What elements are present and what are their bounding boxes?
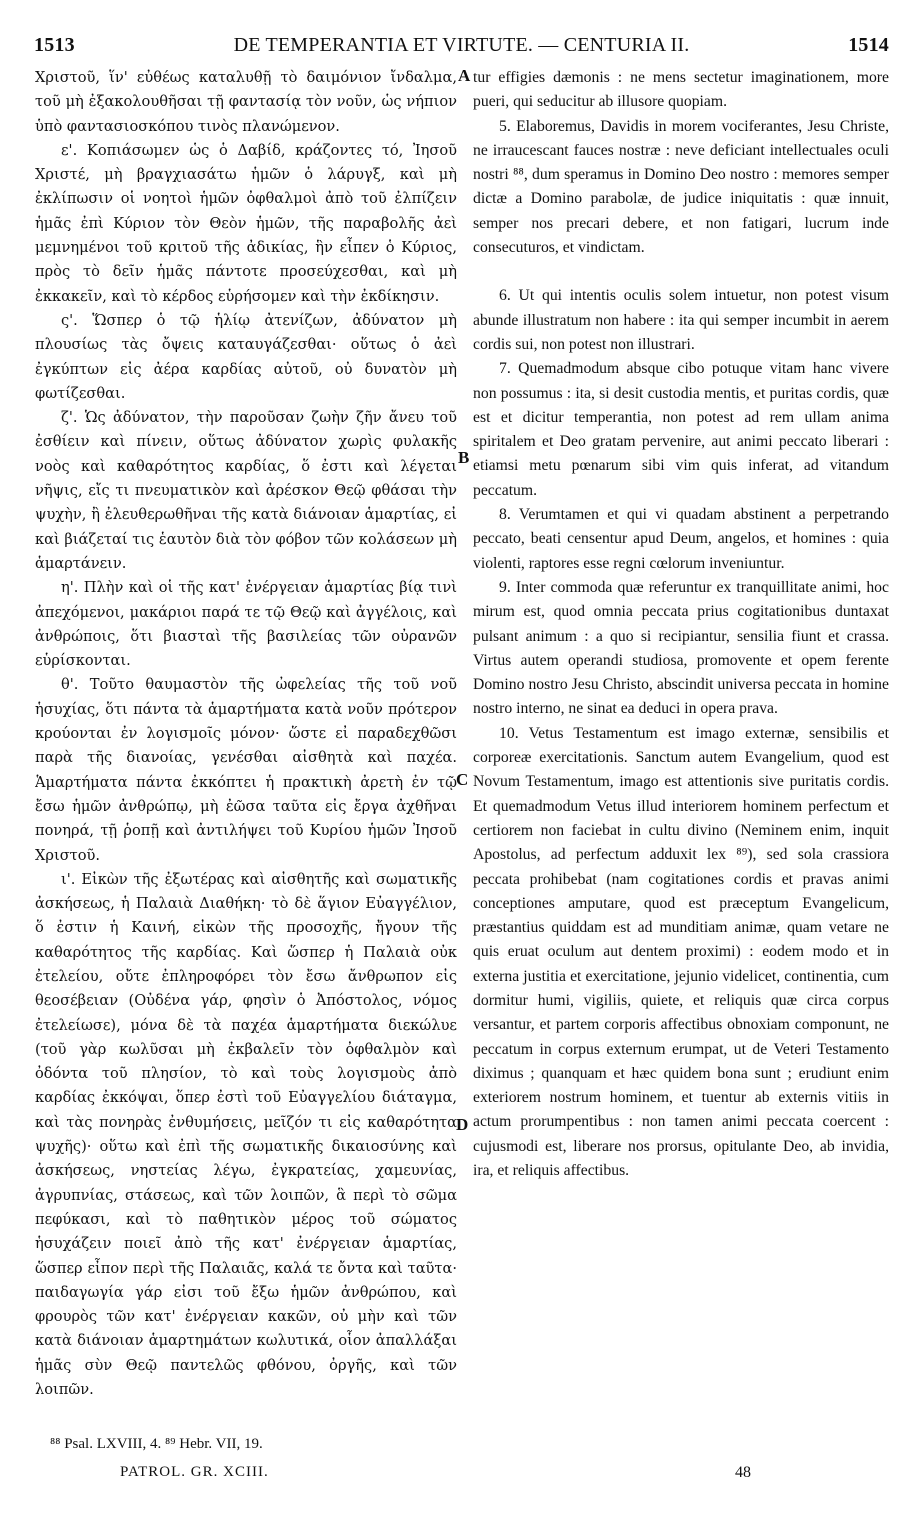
latin-column bbox=[473, 66, 889, 1446]
latin-paragraph: 9. Inter commoda quæ referuntur ex tranquillitate animi, hoc mirum est, quod omnia peccata prius cogitationibus duntaxat pulsant animum : a quo si recipiantur, sensilia fiunt et crassa. Virtus autem operandi studiosa, promovente et opem ferente Domino nostro Jesu Christo, abscindit universa peccata in homine nostro interno, ne sinat ea deduci in opera prava. bbox=[473, 578, 889, 718]
margin-marker-c: C bbox=[456, 770, 469, 789]
latin-paragraph: 7. Quemadmodum absque cibo potuque vitam hanc vivere non possumus : ita, si desit custodia mentis, et puritas cordis, quæ est et dicitur temperantia, non potest ad rem ullam anima spiritalem et Deo gratam pervenire, aut animi peccato liberari : etiamsi metu pœnarum sibi vim quis inferat, ad vitandum peccatum. bbox=[473, 360, 889, 499]
greek-paragraph: θ'. Τοῦτο θαυμαστὸν τῆς ὠφελείας τῆς τοῦ νοῦ ἡσυχίας, ὅτι πάντα τὰ ἁμαρτήματα κατὰ νοῦν πρότερον κρούονται ἐν λογισμοῖς μόνον· ὥστε εἰ παραδεχθῶσι παρὰ τῆς διανοίας, γενέσθαι αἰσθητὰ καὶ παχέα. Ἁμαρτήματα πάντα ἐκκόπτει ἡ πρακτικὴ ἀρετὴ ἐν τῷ ἔσω ἡμῶν ἀνθρώπῳ, μὴ ἐῶσα ταῦτα εἰς ἔργα ἀχθῆναι πονηρά, τῇ ῥοπῇ καὶ ἀντιλήψει τοῦ Κυρίου ἡμῶν Ἰησοῦ Χριστοῦ. bbox=[35, 676, 457, 864]
greek-paragraph: ι'. Εἰκὼν τῆς ἐξωτέρας καὶ αἰσθητῆς καὶ σωματικῆς ἀσκήσεως, ἡ Παλαιὰ Διαθήκη· τὸ δὲ ἅγιον Εὐαγγέλιον, ὅ ἐστιν ἡ Καινή, εἰκὼν τῆς προσοχῆς, ἤγουν τῆς καθαρότητος τῆς καρδίας. Καὶ ὥσπερ ἡ Παλαιὰ οὐκ ἐτελείου, οὔτε ἐπληροφόρει τὸν ἔσω ἄνθρωπον εἰς θεοσέβειαν (Οὐδένα γάρ, φησὶν ὁ Ἀπόστολος, νόμος ἐτελείωσε), μόνα δὲ τὰ παχέα ἁμαρτήματα διεκώλυε (τοῦ γὰρ κωλῦσαι μὴ ἐκβαλεῖν τὸν ὀφθαλμὸν καὶ ὀδόντα τοῦ πλησίον, τὸ καὶ τοὺς λογισμοὺς ἀπὸ καρδίας ἐκκόψαι, ὅπερ ἐστὶ τοῦ Εὐαγγελίου διάταγμα, καὶ τὰς πονηρὰς ἐνθυμήσεις, μεῖζόν τι εἰς καθαρότητα ψυχῆς)· οὕτω καὶ ἐπὶ τῆς σωματικῆς δικαιοσύνης καὶ ἀσκήσεως, νηστείας λέγω, ἐγκρατείας, χαμευνίας, ἀγρυπνίας, στάσεως, καὶ τῶν λοιπῶν, ἃ περὶ τὸ σῶμα πεφύκασι, καὶ τὸ παθητικὸν μέρος τοῦ σώματος ἡσυχάζειν ποιεῖ ἀπὸ τῆς κατ' ἐνέργειαν ἁμαρτίας, ὥσπερ εἶπον περὶ τῆς Παλαιᾶς, καλά τε ὄντα καὶ ταῦτα· παιδαγωγία γάρ εἰσι τοῦ ἔξω ἡμῶν ἀνθρώπου, καὶ φρουρὸς τῶν κατ' ἐνέργειαν κακῶν, οὐ μὴν καὶ τῶν κατὰ διάνοιαν ἁμαρτημάτων κωλυτικά, οἷον ἀπαλλάξαι ἡμᾶς σὺν Θεῷ παντελῶς φθόνου, ὀργῆς, καὶ τῶν λοιπῶν. bbox=[35, 870, 457, 1399]
greek-paragraph: η'. Πλὴν καὶ οἱ τῆς κατ' ἐνέργειαν ἁμαρτίας βίᾳ τινὶ ἀπεχόμενοι, μακάριοι παρά τε τῷ Θεῷ καὶ ἀγγέλοις, καὶ ἀνθρώποις, ὅτι βιασταὶ τῆς βασιλείας τῶν οὐρανῶν εὑρίσκονται. bbox=[35, 579, 457, 670]
latin-paragraph: 8. Verumtamen et qui vi quadam abstinent a perpetrando peccato, beati censentur apud Deum, angelos, et homines : quia violenti, raptores esse regni cœlorum inveniuntur. bbox=[473, 506, 889, 572]
latin-paragraph: 6. Ut qui intentis oculis solem intuetur, non potest visum abunde illustratum non habere : ita qui semper incumbit in aerem cordis sui, non potest non illustrari. bbox=[473, 287, 889, 353]
greek-paragraph: ς'. Ὥσπερ ὁ τῷ ἡλίῳ ἀτενίζων, ἀδύνατον μὴ πλουσίως τὰς ὄψεις καταυγάζεσθαι· οὕτως ὁ ἀεὶ ἐγκύπτων εἰς ἀέρα καρδίας αὐτοῦ, οὐ δυνατὸν μὴ φωτίζεσθαι. bbox=[35, 311, 457, 402]
greek-paragraph: ζ'. Ὡς ἀδύνατον, τὴν παροῦσαν ζωὴν ζῆν ἄνευ τοῦ ἐσθίειν καὶ πίνειν, οὕτως ἀδύνατον χωρὶς φυλακῆς νοὸς καὶ καθαρότητος καρδίας, ὅ ἐστι καὶ λέγεται νῆψις, εἴς τι πνευματικὸν καὶ ἀρέσκον Θεῷ φθάσαι τὴν ψυχὴν, ἢ ἐλευθερωθῆναι τῆς κατὰ διάνοιαν ἁμαρτίας, εἰ καὶ βιάζεταί τις ἑαυτὸν διὰ τὸν φόβον τῶν κολάσεων μὴ ἁμαρτάνειν. bbox=[35, 409, 457, 572]
footnotes: ⁸⁸ Psal. LXVIII, 4. ⁸⁹ Hebr. VII, 19. bbox=[50, 1436, 263, 1452]
running-title: DE TEMPERANTIA ET VIRTUTE. — CENTURIA II. bbox=[233, 34, 690, 56]
latin-paragraph: 10. Vetus Testamentum est imago externæ, sensibilis et corporeæ exercitationis. Sanctum autem Evangelium, quod est Novum Testamentum, imago est attentionis sive puritatis cordis. Et quemadmodum Vetus illud interiorem hominem perfectum et certiorem non faciebat in cultu divino (Neminem enim, inquit Apostolus, ad perfectum adduxit lex ⁸⁹), sed sola crassiora peccata prohibebat (nam cogitationes cordis et pravas animi conceptiones amputare, quod est præceptum Evangelicum, præstantius quiddam est ad munditiam animæ, quam vetare ne quis eruat oculum aut dentem proximi) : eodem modo et in externa justitia et exercitatione, jejunio videlicet, continentia, cum dormitur humi, vigiliis, quiete, et reliquis quæ circa corpus versantur, et partem corporis affectibus obnoxiam componunt, ne peccatum in corpus externum erumpat, ut de Veteri Testamento diximus ; quanquam et hæc quidem bona sunt ; erudiunt enim exteriorem nostrum hominem, et tuentur ab externis vitiis in actum prorumpentibus : non tamen animi peccata coercent : cujusmodi est, liberare nos prorsus, opitulante Deo, ab invidia, ira, et reliquis affectibus. bbox=[473, 724, 889, 1180]
page-number-left: 1513 bbox=[34, 34, 75, 56]
signature-mark: 48 bbox=[735, 1464, 751, 1481]
greek-paragraph: Χριστοῦ, ἵν' εὐθέως καταλυθῇ τὸ δαιμόνιον ἴνδαλμα, τοῦ μὴ ἐξακολουθῆσαι τῇ φαντασίᾳ τὸν νοῦν, ὡς νήπιον ὑπὸ φαντασιοσκόπου τινὸς πλανώμενον. bbox=[35, 69, 457, 135]
running-header bbox=[34, 34, 889, 60]
latin-paragraph: tur effigies dæmonis : ne mens sectetur imaginationem, more pueri, qui seducitur ab illusore quopiam. bbox=[473, 69, 889, 111]
greek-paragraph: ε'. Κοπιάσωμεν ὡς ὁ Δαβίδ, κράζοντες τό, Ἰησοῦ Χριστέ, μὴ βραγχιασάτω ἡμῶν ὁ λάρυγξ, καὶ μὴ ἐκλίπωσιν οἱ νοητοὶ ἡμῶν ὀφθαλμοὶ ἀπὸ τοῦ ἐλπίζειν ἡμᾶς ἐπὶ Κύριον τὸν Θεὸν ἡμῶν, τῆς παραβολῆς ἀεὶ μεμνημένοι τοῦ κριτοῦ τῆς ἀδικίας, ἣν εἶπεν ὁ Κύριος, πρὸς τὸ δεῖν ἡμᾶς πάντοτε προσεύχεσθαι, καὶ μὴ ἐκκακεῖν, καὶ τὸ κέρδος εὑρήσομεν καὶ τὴν ἐκδίκησιν. bbox=[35, 141, 457, 305]
margin-marker-b: B bbox=[458, 448, 470, 467]
margin-marker-a: A bbox=[458, 66, 471, 85]
latin-paragraph: 5. Elaboremus, Davidis in morem vociferantes, Jesu Christe, ne irraucescant fauces nostræ : neve deficiant intellectuales oculi nostri ⁸⁸, dum speramus in Domino Deo nostro : memores semper dictæ a Domino parabolæ, de judice iniquitatis : quæ innuit, semper nos precari debere, et non fatigari, lucrum inde consecuturos, et vindictam. bbox=[473, 117, 889, 257]
margin-marker-d: D bbox=[456, 1115, 469, 1134]
page-number-right: 1514 bbox=[848, 34, 889, 56]
greek-column bbox=[35, 66, 457, 1416]
series-line: PATROL. GR. XCIII. bbox=[120, 1464, 269, 1480]
